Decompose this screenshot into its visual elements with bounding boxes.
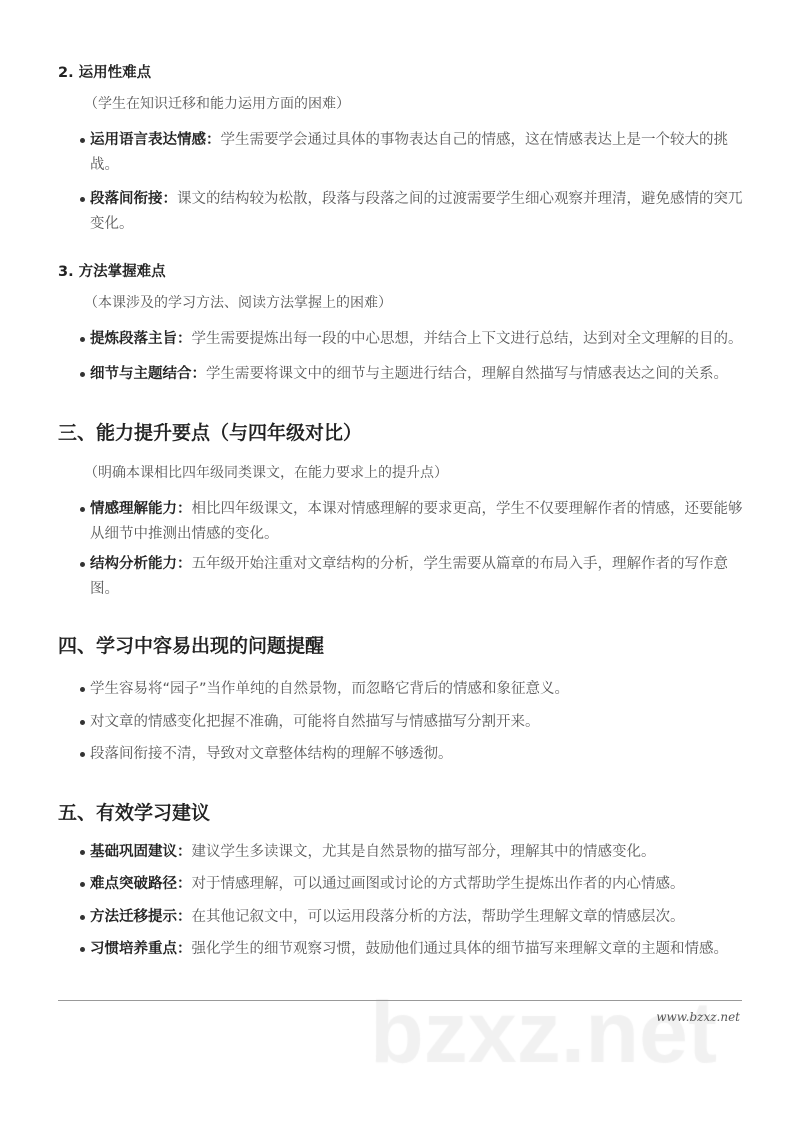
part-heading: 四、学习中容易出现的问题提醒 bbox=[58, 635, 325, 657]
list-item: 情感理解能力：相比四年级课文，本课对情感理解的要求更高，学生不仅要理解作者的情感，还要能够从细节中推测出情感的变化。 bbox=[58, 497, 748, 546]
part-heading: 五、有效学习建议 bbox=[58, 801, 211, 824]
section-heading: 2. 运用性难点 bbox=[58, 65, 152, 81]
part-4 bbox=[58, 633, 748, 767]
section-2 bbox=[58, 63, 748, 236]
section-heading: 3. 方法掌握难点 bbox=[58, 264, 166, 280]
part-3 bbox=[58, 420, 748, 601]
list-item: 运用语言表达情感：学生需要学会通过具体的事物表达自己的情感，这在情感表达上是一个较大的挑战。 bbox=[58, 128, 748, 177]
list-item: 细节与主题结合：学生需要将课文中的细节与主题进行结合，理解自然描写与情感表达之间的关系。 bbox=[58, 362, 748, 387]
list-item: 方法迁移提示：在其他记叙文中，可以运用段落分析的方法，帮助学生理解文章的情感层次。 bbox=[58, 905, 748, 930]
footer-divider bbox=[58, 1000, 742, 1001]
footer-url: www.bzxz.net bbox=[656, 1009, 740, 1024]
list-item: 难点突破路径：对于情感理解，可以通过画图或讨论的方式帮助学生提炼出作者的内心情感。 bbox=[58, 872, 748, 897]
part-heading: 三、能力提升要点（与四年级对比） bbox=[58, 422, 363, 444]
section-note: （学生在知识迁移和能力运用方面的困难） bbox=[84, 96, 350, 112]
list-item: 基础巩固建议：建议学生多读课文，尤其是自然景物的描写部分，理解其中的情感变化。 bbox=[58, 840, 748, 865]
section-3 bbox=[58, 262, 748, 386]
part-5 bbox=[58, 800, 748, 962]
part-note: （明确本课相比四年级同类课文，在能力要求上的提升点） bbox=[84, 465, 448, 481]
section-note: （本课涉及的学习方法、阅读方法掌握上的困难） bbox=[84, 295, 392, 311]
list-item: 学生容易将“园子”当作单纯的自然景物，而忽略它背后的情感和象征意义。 bbox=[58, 677, 748, 702]
list-item: 习惯培养重点：强化学生的细节观察习惯，鼓励他们通过具体的细节描写来理解文章的主题和情感。 bbox=[58, 937, 748, 962]
list-item: 段落间衔接：课文的结构较为松散，段落与段落之间的过渡需要学生细心观察并理清，避免感情的突兀变化。 bbox=[58, 187, 748, 236]
list-item: 段落间衔接不清，导致对文章整体结构的理解不够透彻。 bbox=[58, 742, 748, 767]
list-item: 对文章的情感变化把握不准确，可能将自然描写与情感描写分割开来。 bbox=[58, 710, 748, 735]
list-item: 结构分析能力：五年级开始注重对文章结构的分析，学生需要从篇章的布局入手，理解作者的写作意图。 bbox=[58, 552, 748, 601]
list-item: 提炼段落主旨：学生需要提炼出每一段的中心思想，并结合上下文进行总结，达到对全文理解的目的。 bbox=[58, 327, 748, 352]
